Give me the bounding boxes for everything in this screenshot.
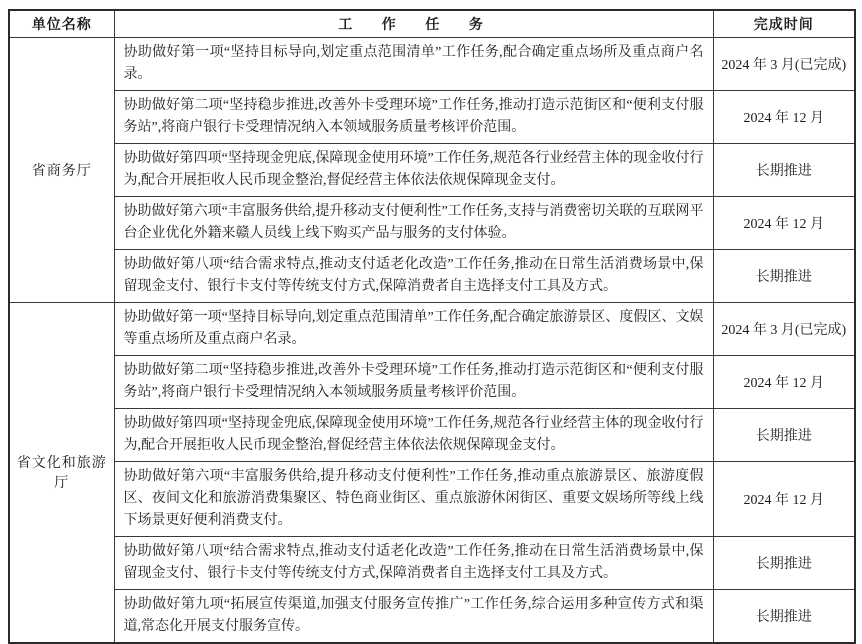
table-row bbox=[9, 355, 855, 408]
unit-name-cell: 省商务厅 bbox=[9, 37, 114, 302]
completion-time-cell: 长期推进 bbox=[713, 408, 855, 461]
task-description-cell: 协助做好第六项“丰富服务供给,提升移动支付便利性”工作任务,推动重点旅游景区、旅游度假区、夜间文化和旅游消费集聚区、特色商业街区、重点旅游休闲街区、重要文娱场所等线上线下场景更好便利消费支付。 bbox=[114, 461, 713, 536]
task-description-cell: 协助做好第一项“坚持目标导向,划定重点范围清单”工作任务,配合确定旅游景区、度假区、文娱等重点场所及重点商户名录。 bbox=[114, 302, 713, 355]
table-row bbox=[9, 461, 855, 536]
table-row bbox=[9, 589, 855, 643]
completion-time-cell: 2024 年 12 月 bbox=[713, 196, 855, 249]
completion-time-cell: 长期推进 bbox=[713, 249, 855, 302]
task-description-cell: 协助做好第八项“结合需求特点,推动支付适老化改造”工作任务,推动在日常生活消费场景中,保留现金支付、银行卡支付等传统支付方式,保障消费者自主选择支付工具及方式。 bbox=[114, 536, 713, 589]
header-work-task: 工 作 任 务 bbox=[114, 10, 713, 37]
task-description-cell: 协助做好第四项“坚持现金兜底,保障现金使用环境”工作任务,规范各行业经营主体的现金收付行为,配合开展拒收人民币现金整治,督促经营主体依法依规保障现金支付。 bbox=[114, 143, 713, 196]
table-row bbox=[9, 37, 855, 90]
completion-time-cell: 长期推进 bbox=[713, 589, 855, 643]
table-row bbox=[9, 249, 855, 302]
header-completion-time: 完成时间 bbox=[713, 10, 855, 37]
completion-time-cell: 2024 年 12 月 bbox=[713, 90, 855, 143]
task-description-cell: 协助做好第九项“拓展宣传渠道,加强支付服务宣传推广”工作任务,综合运用多种宣传方式和渠道,常态化开展支付服务宣传。 bbox=[114, 589, 713, 643]
table-row bbox=[9, 302, 855, 355]
table-row bbox=[9, 196, 855, 249]
completion-time-cell: 2024 年 3 月(已完成) bbox=[713, 302, 855, 355]
header-unit-name: 单位名称 bbox=[9, 10, 114, 37]
table-row bbox=[9, 536, 855, 589]
table-row bbox=[9, 408, 855, 461]
task-description-cell: 协助做好第四项“坚持现金兜底,保障现金使用环境”工作任务,规范各行业经营主体的现金收付行为,配合开展拒收人民币现金整治,督促经营主体依法依规保障现金支付。 bbox=[114, 408, 713, 461]
completion-time-cell: 2024 年 12 月 bbox=[713, 461, 855, 536]
completion-time-cell: 2024 年 3 月(已完成) bbox=[713, 37, 855, 90]
completion-time-cell: 2024 年 12 月 bbox=[713, 355, 855, 408]
table-row bbox=[9, 90, 855, 143]
task-table bbox=[8, 9, 856, 644]
completion-time-cell: 长期推进 bbox=[713, 143, 855, 196]
task-description-cell: 协助做好第六项“丰富服务供给,提升移动支付便利性”工作任务,支持与消费密切关联的互联网平台企业优化外籍来赣人员线上线下购买产品与服务的支付体验。 bbox=[114, 196, 713, 249]
task-description-cell: 协助做好第八项“结合需求特点,推动支付适老化改造”工作任务,推动在日常生活消费场景中,保留现金支付、银行卡支付等传统支付方式,保障消费者自主选择支付工具及方式。 bbox=[114, 249, 713, 302]
task-description-cell: 协助做好第二项“坚持稳步推进,改善外卡受理环境”工作任务,推动打造示范街区和“便利支付服务站”,将商户银行卡受理情况纳入本领域服务质量考核评价范围。 bbox=[114, 90, 713, 143]
task-description-cell: 协助做好第一项“坚持目标导向,划定重点范围清单”工作任务,配合确定重点场所及重点商户名录。 bbox=[114, 37, 713, 90]
task-description-cell: 协助做好第二项“坚持稳步推进,改善外卡受理环境”工作任务,推动打造示范街区和“便利支付服务站”,将商户银行卡受理情况纳入本领域服务质量考核评价范围。 bbox=[114, 355, 713, 408]
unit-name-cell: 省文化和旅游厅 bbox=[9, 302, 114, 643]
completion-time-cell: 长期推进 bbox=[713, 536, 855, 589]
table-header-row bbox=[9, 10, 855, 37]
table-row bbox=[9, 143, 855, 196]
table-body bbox=[9, 37, 855, 643]
